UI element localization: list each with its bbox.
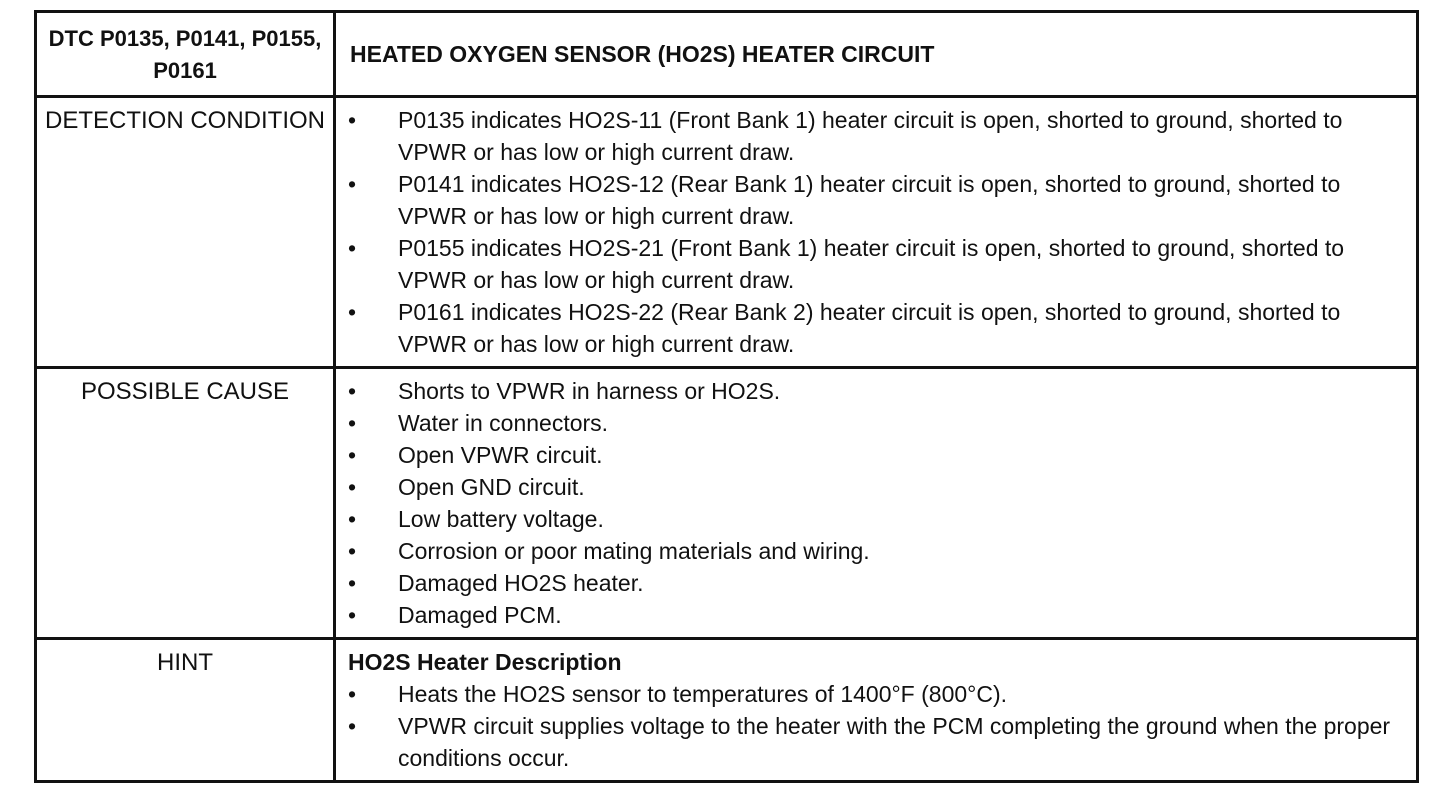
- list-item: • P0155 indicates HO2S-21 (Front Bank 1) heater circuit is open, shorted to ground, shorted to VPWR or has low or high current draw.: [348, 232, 1396, 296]
- list-item: • Shorts to VPWR in harness or HO2S.: [348, 375, 1396, 407]
- detection-body-cell: [335, 97, 1418, 368]
- detection-label: DETECTION CONDITION: [45, 107, 325, 134]
- hint-label: HINT: [157, 649, 213, 676]
- detection-list: [348, 104, 1396, 360]
- list-item: • Corrosion or poor mating materials and wiring.: [348, 535, 1396, 567]
- list-item: • P0135 indicates HO2S-11 (Front Bank 1) heater circuit is open, shorted to ground, shorted to VPWR or has low or high current draw.: [348, 104, 1396, 168]
- dtc-table: [34, 10, 1419, 783]
- list-item: • Damaged PCM.: [348, 599, 1396, 631]
- list-item: • Water in connectors.: [348, 407, 1396, 439]
- cause-label-cell: [36, 368, 335, 639]
- hint-subheading: HO2S Heater Description: [348, 649, 622, 675]
- dtc-codes-cell: [36, 12, 335, 97]
- hint-body-cell: [335, 639, 1418, 782]
- cause-label: POSSIBLE CAUSE: [80, 378, 290, 405]
- title-cell: [335, 12, 1418, 97]
- list-item: • Low battery voltage.: [348, 503, 1396, 535]
- detection-label-cell: [36, 97, 335, 368]
- hint-label-cell: [36, 639, 335, 782]
- cause-body-cell: [335, 368, 1418, 639]
- cause-list: [348, 375, 1396, 631]
- hint-list: [348, 678, 1396, 774]
- list-item: • Open VPWR circuit.: [348, 439, 1396, 471]
- list-item: • P0141 indicates HO2S-12 (Rear Bank 1) heater circuit is open, shorted to ground, shorted to VPWR or has low or high current draw.: [348, 168, 1396, 232]
- list-item: • Damaged HO2S heater.: [348, 567, 1396, 599]
- header-row: [36, 12, 1418, 97]
- list-item: • Open GND circuit.: [348, 471, 1396, 503]
- detection-row: [36, 97, 1418, 368]
- cause-row: [36, 368, 1418, 639]
- list-item: • Heats the HO2S sensor to temperatures of 1400°F (800°C).: [348, 678, 1396, 710]
- list-item: • P0161 indicates HO2S-22 (Rear Bank 2) heater circuit is open, shorted to ground, shorted to VPWR or has low or high current draw.: [348, 296, 1396, 360]
- page-title: HEATED OXYGEN SENSOR (HO2S) HEATER CIRCUIT: [350, 40, 935, 67]
- dtc-codes: DTC P0135, P0141, P0155, P0161: [48, 26, 322, 83]
- hint-row: [36, 639, 1418, 782]
- list-item: • VPWR circuit supplies voltage to the heater with the PCM completing the ground when the proper conditions occur.: [348, 710, 1396, 774]
